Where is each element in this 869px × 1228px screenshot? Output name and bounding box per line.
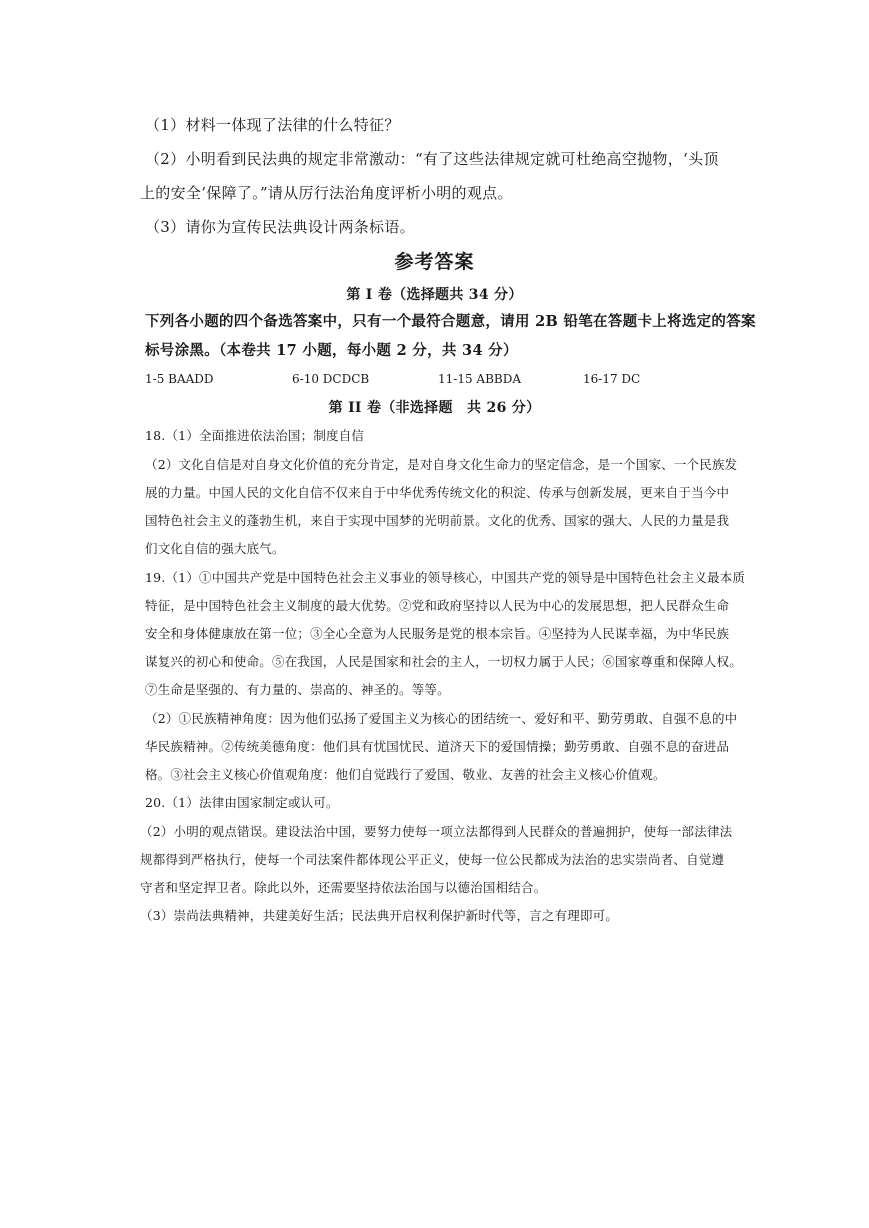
answer-line: 特征，是中国特色社会主义制度的最大优势。②党和政府坚持以人民为中心的发展思想，把人民群众生命: [145, 598, 730, 613]
answer-line: 展的力量。中国人民的文化自信不仅来自于中华优秀传统文化的积淀、传承与创新发展，更来自于当今中: [145, 485, 730, 500]
question-2-line-2: 上的安全’保障了。”请从厉行法治角度评析小明的观点。: [140, 184, 513, 202]
answer-key-6-10: 6-10 DCDCB: [292, 372, 370, 386]
answer-key-11-15: 11-15 ABBDA: [438, 372, 521, 386]
answer-line: 18.（1）全面推进依法治国；制度自信: [145, 428, 365, 443]
part1-instruction-line-1: 下列各小题的四个备选答案中，只有一个最符合题意，请用 2B 铅笔在答题卡上将选定的答案: [145, 313, 756, 330]
answer-line: 20.（1）法律由国家制定或认可。: [145, 795, 339, 810]
question-2-line-1: （2）小明看到民法典的规定非常激动：“有了这些法律规定就可杜绝高空抛物，‘头顶: [145, 150, 719, 168]
part2-heading: 第 II 卷（非选择题 共 26 分）: [328, 400, 541, 416]
part1-heading: 第 I 卷（选择题共 34 分）: [346, 287, 523, 303]
answer-line: 谋复兴的初心和使命。⑤在我国，人民是国家和社会的主人，一切权力属于人民；⑥国家尊重和保障人权。: [145, 654, 742, 669]
answer-key-1-5: 1-5 BAADD: [145, 372, 214, 386]
answer-line: 规都得到严格执行，使每一个司法案件都体现公平正义，使每一位公民都成为法治的忠实崇尚者、自觉遵: [140, 852, 725, 867]
answer-line: 华民族精神。②传统美德角度：他们具有忧国忧民、道济天下的爱国情操；勤劳勇敢、自强不息的奋进品: [145, 739, 730, 754]
answer-key-16-17: 16-17 DC: [583, 372, 641, 386]
question-1: （1）材料一体现了法律的什么特征？: [145, 116, 400, 134]
question-3: （3）请你为宣传民法典设计两条标语。: [145, 218, 415, 236]
answer-line: 守者和坚定捍卫者。除此以外，还需要坚持依法治国与以德治国相结合。: [140, 880, 547, 895]
answer-title: 参考答案: [394, 251, 475, 273]
answer-line: 安全和身体健康放在第一位；③全心全意为人民服务是党的根本宗旨。④坚持为人民谋幸福，为中华民族: [145, 626, 730, 641]
answer-line: 们文化自信的强大底气。: [145, 541, 285, 556]
answer-line: （3）崇尚法典精神，共建美好生活；民法典开启权利保护新时代等，言之有理即可。: [140, 908, 619, 923]
answer-line: 19.（1）①中国共产党是中国特色社会主义事业的领导核心，中国共产党的领导是中国特色社会主义最本质: [145, 570, 746, 585]
answer-line: ⑦生命是坚强的、有力量的、崇高的、神圣的。等等。: [145, 682, 450, 697]
answer-line: 格。③社会主义核心价值观角度：他们自觉践行了爱国、敬业、友善的社会主义核心价值观。: [145, 767, 666, 782]
answer-line: （2）小明的观点错误。建设法治中国，要努力使每一项立法都得到人民群众的普遍拥护，使每一部法律法: [140, 824, 733, 839]
part1-instruction-line-2: 标号涂黑。（本卷共 17 小题，每小题 2 分，共 34 分）: [145, 342, 518, 359]
answer-line: （2）文化自信是对自身文化价值的充分肯定，是对自身文化生命力的坚定信念，是一个国家、一个民族发: [145, 457, 738, 472]
answer-line: （2）①民族精神角度：因为他们弘扬了爱国主义为核心的团结统一、爱好和平、勤劳勇敢、自强不息的中: [145, 711, 738, 726]
answer-line: 国特色社会主义的蓬勃生机，来自于实现中国梦的光明前景。文化的优秀、国家的强大、人民的力量是我: [145, 513, 730, 528]
